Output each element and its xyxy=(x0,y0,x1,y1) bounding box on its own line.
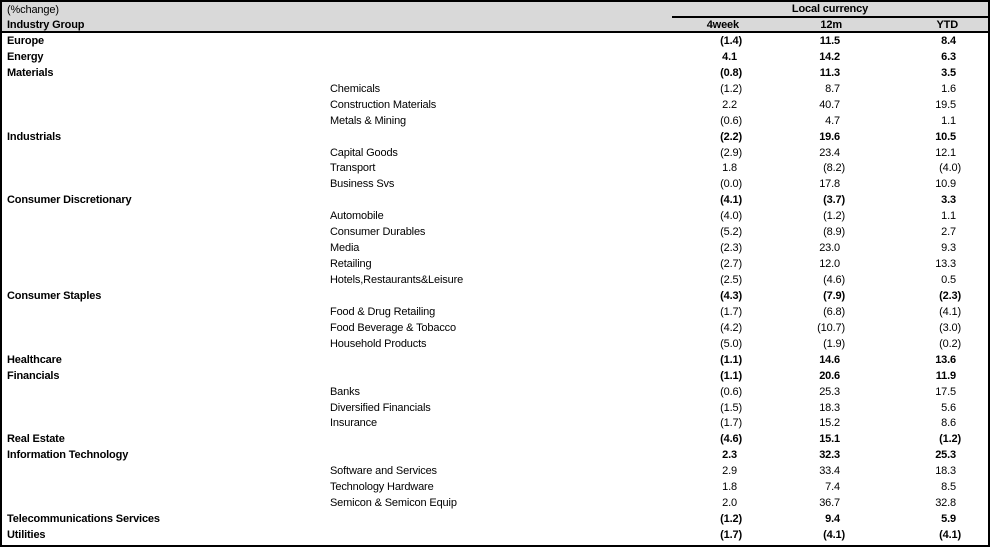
value-4week: (0.0) xyxy=(720,178,742,191)
value-4week: (4.3) xyxy=(720,289,742,302)
industry-label: Financials xyxy=(7,369,60,382)
table-row xyxy=(2,240,988,256)
value-12m: 32.3 xyxy=(819,449,840,462)
value-ytd: 1.1 xyxy=(941,114,956,127)
value-ytd: 9.3 xyxy=(941,242,956,255)
table-row xyxy=(2,288,988,304)
value-ytd: (4.1) xyxy=(939,305,961,318)
industry-label: Utilities xyxy=(7,529,46,542)
industry-label: Diversified Financials xyxy=(330,401,431,414)
table-header-row-currency xyxy=(2,2,988,18)
value-12m: 36.7 xyxy=(819,497,840,510)
value-4week: (2.3) xyxy=(720,242,742,255)
value-12m: 15.1 xyxy=(819,433,840,446)
value-12m: (1.2) xyxy=(823,210,845,223)
industry-label: Media xyxy=(330,242,360,255)
industry-label: Hotels,Restaurants&Leisure xyxy=(330,274,464,287)
table-row xyxy=(2,479,988,495)
table-row xyxy=(2,49,988,65)
industry-label: Information Technology xyxy=(7,449,129,462)
local-currency-span xyxy=(672,2,988,18)
value-12m: (8.9) xyxy=(823,226,845,239)
value-4week: (2.9) xyxy=(720,146,742,159)
value-12m: 40.7 xyxy=(819,98,840,111)
value-12m: (8.2) xyxy=(823,162,845,175)
value-12m: 12.0 xyxy=(819,258,840,271)
value-ytd: 17.5 xyxy=(935,385,956,398)
value-12m: 14.6 xyxy=(819,353,840,366)
industry-label: Consumer Staples xyxy=(7,289,102,302)
table-row xyxy=(2,224,988,240)
value-ytd: 0.5 xyxy=(941,274,956,287)
value-12m: 15.2 xyxy=(819,417,840,430)
value-12m: (6.8) xyxy=(823,305,845,318)
table-row xyxy=(2,113,988,129)
value-12m: 17.8 xyxy=(819,178,840,191)
industry-label: Industrials xyxy=(7,130,61,143)
table-row xyxy=(2,65,988,81)
table-row xyxy=(2,368,988,384)
value-ytd: 1.1 xyxy=(941,210,956,223)
table-row xyxy=(2,447,988,463)
table-row xyxy=(2,416,988,432)
table-row xyxy=(2,384,988,400)
value-4week: (2.7) xyxy=(720,258,742,271)
industry-label: Consumer Durables xyxy=(330,226,426,239)
industry-label: Business Svs xyxy=(330,178,395,191)
value-12m: (4.1) xyxy=(823,529,845,542)
table-row xyxy=(2,33,988,49)
value-ytd: (0.2) xyxy=(939,337,961,350)
industry-label: Insurance xyxy=(330,417,377,430)
value-4week: (2.5) xyxy=(720,274,742,287)
table-row xyxy=(2,208,988,224)
table-row xyxy=(2,431,988,447)
value-12m: 19.6 xyxy=(819,130,840,143)
table-row xyxy=(2,400,988,416)
value-12m: 18.3 xyxy=(819,401,840,414)
table-row xyxy=(2,336,988,352)
value-ytd: 11.9 xyxy=(935,369,956,382)
value-4week: (4.6) xyxy=(720,433,742,446)
industry-label: Construction Materials xyxy=(330,98,437,111)
value-4week: (1.2) xyxy=(720,513,742,526)
value-4week: (2.2) xyxy=(720,130,742,143)
value-ytd: 8.4 xyxy=(941,34,956,47)
value-ytd: 32.8 xyxy=(935,497,956,510)
value-ytd: 2.7 xyxy=(941,226,956,239)
value-4week: (0.6) xyxy=(720,114,742,127)
table-body xyxy=(2,33,988,543)
value-4week: (1.1) xyxy=(720,369,742,382)
table-row xyxy=(2,463,988,479)
table-row xyxy=(2,304,988,320)
value-4week: 2.9 xyxy=(722,465,737,478)
value-12m: 33.4 xyxy=(819,465,840,478)
value-4week: 1.8 xyxy=(722,162,737,175)
table-row xyxy=(2,320,988,336)
value-4week: 2.3 xyxy=(722,449,737,462)
value-4week: (1.4) xyxy=(720,34,742,47)
industry-label: Consumer Discretionary xyxy=(7,194,132,207)
value-4week: (5.0) xyxy=(720,337,742,350)
value-ytd: (1.2) xyxy=(939,433,961,446)
value-ytd: 13.6 xyxy=(935,353,956,366)
value-12m: 7.4 xyxy=(825,481,840,494)
industry-label: Metals & Mining xyxy=(330,114,407,127)
value-12m: 8.7 xyxy=(825,82,840,95)
table-row xyxy=(2,511,988,527)
industry-label: Real Estate xyxy=(7,433,65,446)
value-4week: (4.0) xyxy=(720,210,742,223)
local-currency-label: Local currency xyxy=(791,3,869,15)
industry-label: Chemicals xyxy=(330,82,380,95)
industry-label: Banks xyxy=(330,385,360,398)
table-row xyxy=(2,495,988,511)
value-4week: (4.1) xyxy=(720,194,742,207)
table-row xyxy=(2,256,988,272)
industry-label: Transport xyxy=(330,162,376,175)
industry-label: Automobile xyxy=(330,210,384,223)
value-4week: (1.7) xyxy=(720,417,742,430)
table-row xyxy=(2,527,988,543)
value-ytd: 8.6 xyxy=(941,417,956,430)
value-4week: (1.7) xyxy=(720,529,742,542)
value-ytd: 8.5 xyxy=(941,481,956,494)
value-4week: (0.8) xyxy=(720,66,742,79)
table-row xyxy=(2,352,988,368)
column-header-12m: 12m xyxy=(820,18,842,31)
value-12m: 9.4 xyxy=(825,513,840,526)
industry-label: Energy xyxy=(7,50,44,63)
value-12m: 4.7 xyxy=(825,114,840,127)
value-ytd: 18.3 xyxy=(935,465,956,478)
value-ytd: 13.3 xyxy=(935,258,956,271)
value-12m: (4.6) xyxy=(823,274,845,287)
value-ytd: 1.6 xyxy=(941,82,956,95)
industry-label: Food Beverage & Tobacco xyxy=(330,321,456,334)
table-row xyxy=(2,81,988,97)
value-4week: (4.2) xyxy=(720,321,742,334)
table-row xyxy=(2,145,988,161)
value-12m: 23.0 xyxy=(819,242,840,255)
industry-label: Capital Goods xyxy=(330,146,398,159)
value-ytd: (4.0) xyxy=(939,162,961,175)
value-4week: 1.8 xyxy=(722,481,737,494)
value-4week: (0.6) xyxy=(720,385,742,398)
value-ytd: 5.9 xyxy=(941,513,956,526)
value-4week: (1.2) xyxy=(720,82,742,95)
industry-label: Software and Services xyxy=(330,465,437,478)
value-4week: 2.0 xyxy=(722,497,737,510)
value-4week: (1.7) xyxy=(720,305,742,318)
table-header-row-columns xyxy=(2,18,988,33)
value-12m: (10.7) xyxy=(817,321,845,334)
value-ytd: 25.3 xyxy=(935,449,956,462)
value-12m: (1.9) xyxy=(823,337,845,350)
value-ytd: 3.3 xyxy=(941,194,956,207)
industry-label: Healthcare xyxy=(7,353,62,366)
industry-label: Telecommunications Services xyxy=(7,513,160,526)
table-row xyxy=(2,176,988,192)
table-row xyxy=(2,161,988,177)
value-ytd: 10.9 xyxy=(935,178,956,191)
value-ytd: 10.5 xyxy=(935,130,956,143)
value-12m: 20.6 xyxy=(819,369,840,382)
value-ytd: 3.5 xyxy=(941,66,956,79)
value-12m: 14.2 xyxy=(819,50,840,63)
value-4week: (5.2) xyxy=(720,226,742,239)
percent-change-label: (%change) xyxy=(7,4,59,16)
value-12m: 23.4 xyxy=(819,146,840,159)
value-ytd: (3.0) xyxy=(939,321,961,334)
value-12m: 25.3 xyxy=(819,385,840,398)
value-ytd: 6.3 xyxy=(941,50,956,63)
value-12m: 11.5 xyxy=(819,34,840,47)
value-ytd: 19.5 xyxy=(935,98,956,111)
value-ytd: (4.1) xyxy=(939,529,961,542)
table-row xyxy=(2,192,988,208)
value-12m: 11.3 xyxy=(819,66,840,79)
industry-label: Materials xyxy=(7,66,54,79)
industry-label: Household Products xyxy=(330,337,427,350)
value-4week: (1.5) xyxy=(720,401,742,414)
value-ytd: 5.6 xyxy=(941,401,956,414)
industry-label: Food & Drug Retailing xyxy=(330,305,436,318)
industry-label: Retailing xyxy=(330,258,372,271)
value-4week: 4.1 xyxy=(722,50,737,63)
value-ytd: (2.3) xyxy=(939,289,961,302)
value-12m: (7.9) xyxy=(823,289,845,302)
table-row xyxy=(2,97,988,113)
industry-label: Europe xyxy=(7,34,44,47)
industry-label: Technology Hardware xyxy=(330,481,434,494)
column-header-4week: 4week xyxy=(706,18,739,31)
table-row xyxy=(2,129,988,145)
value-12m: (3.7) xyxy=(823,194,845,207)
value-4week: 2.2 xyxy=(722,98,737,111)
value-4week: (1.1) xyxy=(720,353,742,366)
industry-label: Semicon & Semicon Equip xyxy=(330,497,457,510)
industry-group-column-header: Industry Group xyxy=(7,18,85,31)
table-row xyxy=(2,272,988,288)
value-ytd: 12.1 xyxy=(935,146,956,159)
column-header-ytd: YTD xyxy=(936,18,958,31)
